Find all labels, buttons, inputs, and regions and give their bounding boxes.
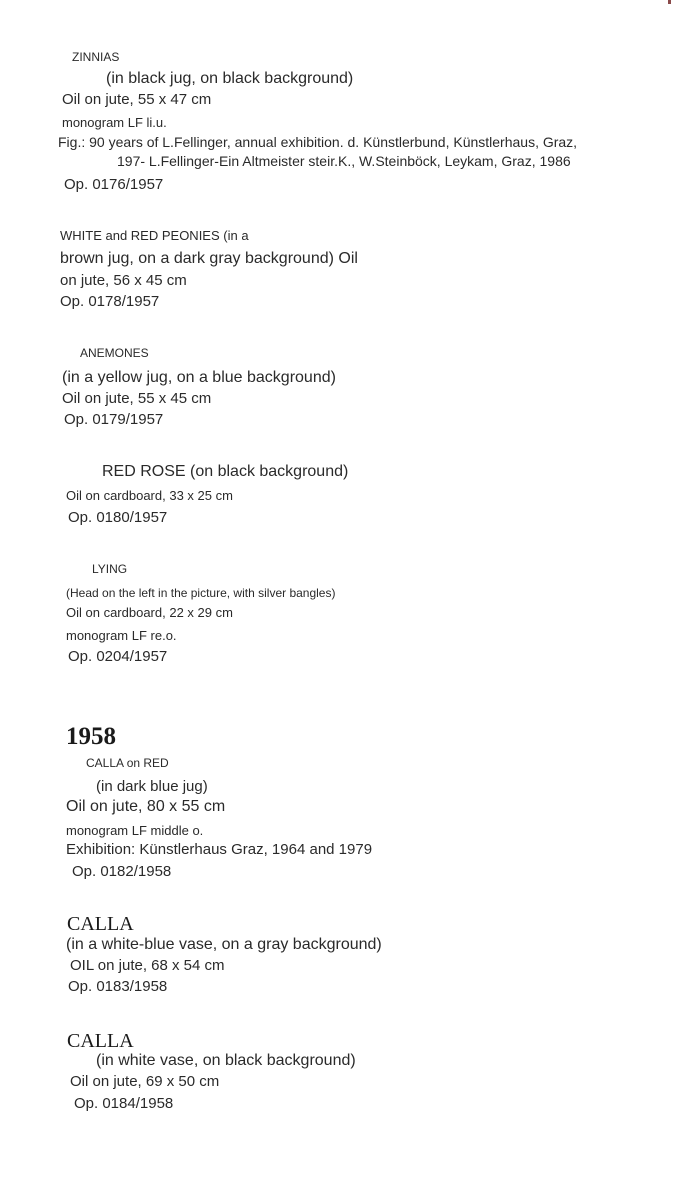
entry-description: (in dark blue jug) [96,778,208,795]
entry-medium: Oil on jute, 55 x 47 cm [62,91,212,108]
entry-title: CALLA on RED [86,756,169,770]
entry-title: CALLA [67,1030,134,1052]
entry-opus: Op. 0182/1958 [72,863,172,880]
entry-description: (in white vase, on black background) [96,1052,356,1069]
entry-opus: Op. 0183/1958 [68,978,168,995]
entry-medium: on jute, 56 x 45 cm [60,272,187,289]
entry-medium: Oil on jute, 55 x 45 cm [62,390,212,407]
entry-opus: Op. 0178/1957 [60,293,160,310]
entry-title: ZINNIAS [72,50,120,64]
entry-reference-cont: 197- L.Fellinger-Ein Altmeister steir.K., W.Steinböck, Leykam, Graz, 1986 [117,153,571,169]
entry-description: (in a white-blue vase, on a gray background) [66,936,382,953]
entry-title: RED ROSE (on black background) [102,463,349,480]
entry-medium: Oil on jute, 69 x 50 cm [70,1073,220,1090]
corner-mark [668,0,671,4]
entry-title: WHITE and RED PEONIES (in a [60,228,249,243]
entry-medium: Oil on jute, 80 x 55 cm [66,798,226,815]
entry-title: CALLA [67,913,134,935]
entry-monogram: monogram LF li.u. [62,115,167,130]
entry-medium: Oil on cardboard, 33 x 25 cm [66,488,233,503]
entry-description: brown jug, on a dark gray background) Oil [60,250,358,267]
entry-opus: Op. 0180/1957 [68,509,168,526]
entry-opus: Op. 0184/1958 [74,1095,174,1112]
entry-title: LYING [92,562,128,576]
year-heading: 1958 [66,723,116,750]
entry-monogram: monogram LF middle o. [66,823,204,838]
entry-opus: Op. 0204/1957 [68,648,168,665]
entry-title: ANEMONES [80,346,149,360]
entry-exhibition: Exhibition: Künstlerhaus Graz, 1964 and 1979 [66,841,373,858]
entry-description: (in black jug, on black background) [106,70,354,87]
entry-medium: OIL on jute, 68 x 54 cm [70,957,225,974]
entry-medium: Oil on cardboard, 22 x 29 cm [66,605,233,620]
entry-reference: Fig.: 90 years of L.Fellinger, annual exhibition. d. Künstlerbund, Künstlerhaus, Graz, [58,134,578,150]
entry-description: (in a yellow jug, on a blue background) [62,369,336,386]
entry-monogram: monogram LF re.o. [66,628,177,643]
entry-description: (Head on the left in the picture, with silver bangles) [66,586,336,600]
entry-opus: Op. 0179/1957 [64,411,164,428]
entry-opus: Op. 0176/1957 [64,176,164,193]
